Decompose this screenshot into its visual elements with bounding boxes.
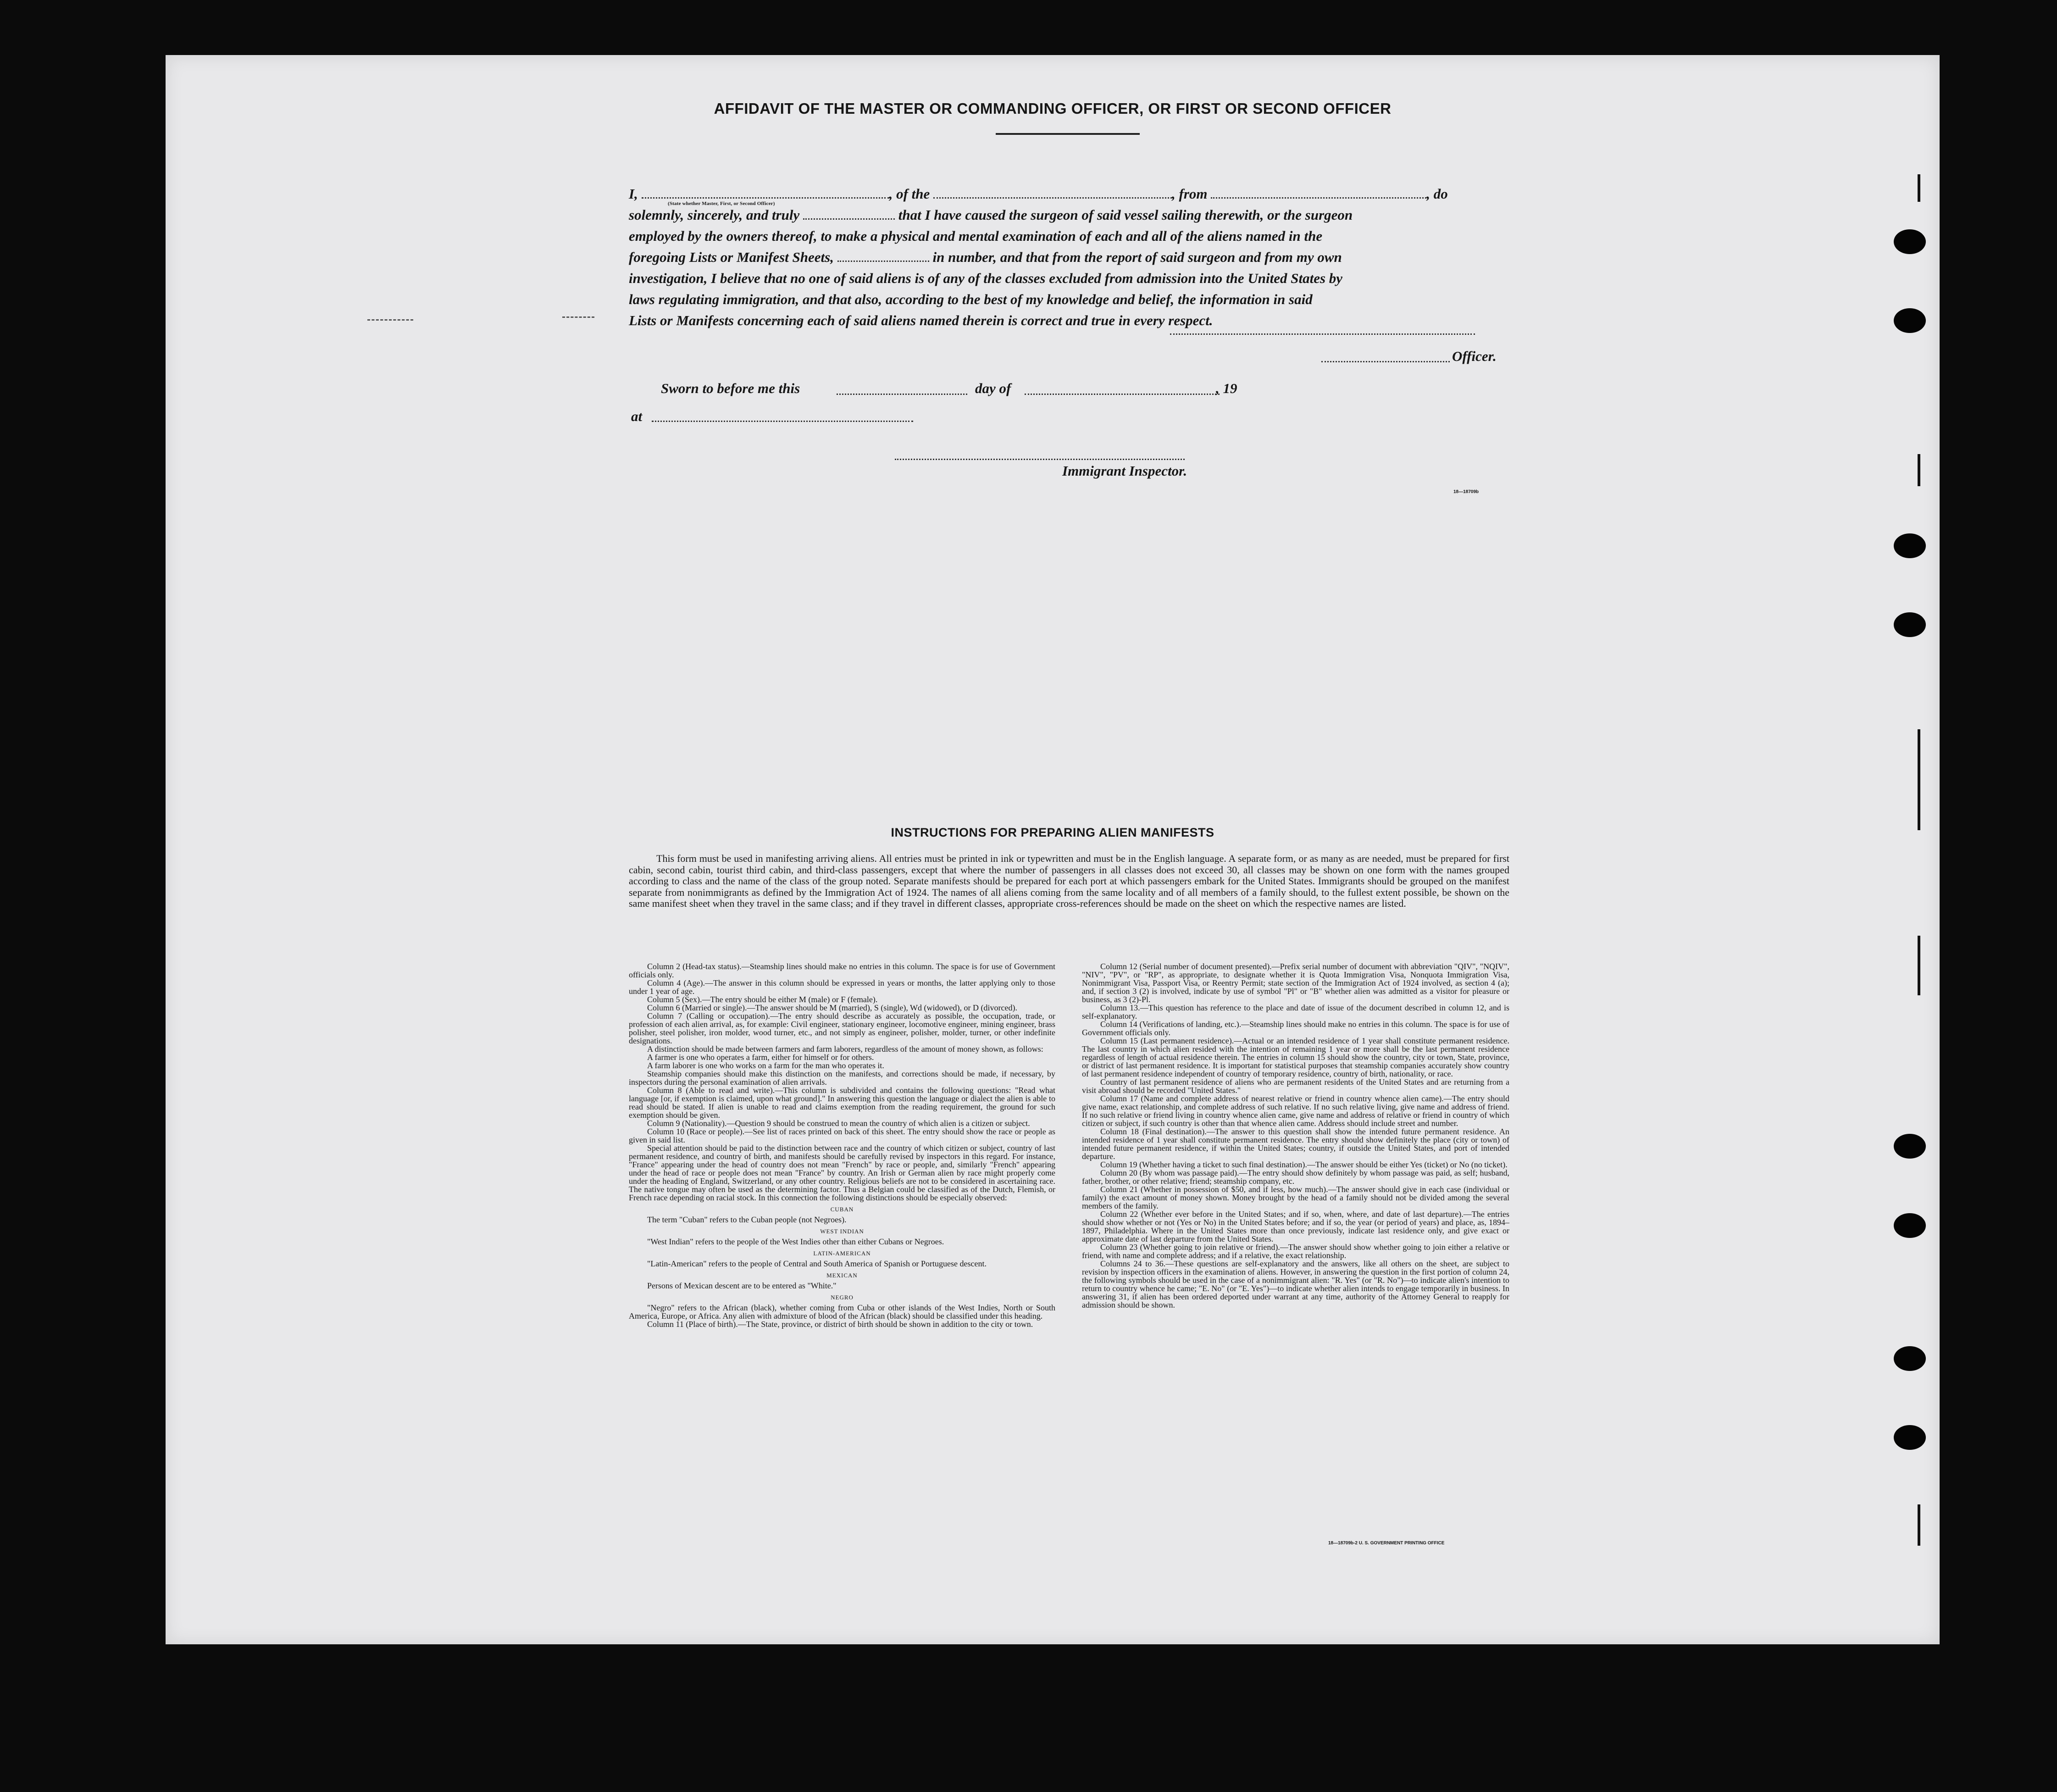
printing-office-footer: 18—18709b-2 U. S. GOVERNMENT PRINTING OFFICE [1328,1541,1445,1546]
instructions-left-column [629,962,1055,1328]
left-paragraph: Special attention should be paid to the distinction between race and the country of which citizen or subject, country of last permanent residence, and country of birth, and manifests should be carefully revised by inspectors in this regard. For instance, "France" appearing under the head of country does not mean "French" by race or people, and, similarly "French" appearing under the head of race or people does not mean "France" by country. An Irish or German alien by race might properly come under the heading of England, Switzerland, or any other country. Religious beliefs are not to be considered in ascertaining race. The native tongue may often be used as the determining factor. Thus a Belgian could be classified as of the Dutch, Flemish, or French race depending on racial stock. In this connection the following distinctions should be especially observed: [629,1143,1055,1202]
right-paragraph: Column 23 (Whether going to join relative or friend).—The answer should show whether going to join either a relative or friend, with name and complete address; and if a relative, the exact relationship. [1082,1243,1509,1260]
at-label: at [631,408,643,424]
affidavit-line-2 [629,205,1509,226]
left-paragraph: A farm laborer is one who works on a farm for the man who operates it. [647,1061,884,1070]
right-paragraph: Column 14 (Verifications of landing, etc.).—Steamship lines should make no entries in this column. The space is for use of Government officials only. [1082,1020,1509,1037]
officer-label: Officer. [1452,348,1497,364]
right-paragraph: Column 20 (By whom was passage paid).—The entry should show definitely by whom passage was paid, as self; husband, father, brother, or other relative; friend; steamship company, etc. [1082,1168,1509,1186]
oath-field[interactable] [803,216,895,220]
day-of-label: day of [975,380,1011,396]
right-paragraph: Column 13.—This question has reference to the place and date of issue of the document described in column 12, and is self-explanatory. [1082,1003,1509,1021]
year-label: , 19 [1216,380,1237,396]
rank-field[interactable] [642,195,889,199]
binder-hole-icon [1894,308,1926,333]
affidavit-title: AFFIDAVIT OF THE MASTER OR COMMANDING OFFICER, OR FIRST OR SECOND OFFICER [714,100,1392,117]
latin-american-text: "Latin-American" refers to the people of Central and South America of Spanish or Portuguese descent. [647,1259,987,1268]
line2-start: solemnly, sincerely, and truly [629,207,800,223]
cuban-heading: CUBAN [830,1206,854,1213]
edge-mark [1918,936,1920,995]
line4-end: in number, and that from the report of said surgeon and from my own [932,249,1342,265]
affidavit-line-3: employed by the owners thereof, to make a physical and mental examination of each and all of the aliens named in the [629,228,1323,244]
do-label: , do [1426,186,1448,202]
rank-caption: (State whether Master, First, or Second Officer) [668,201,775,206]
negro-text: "Negro" refers to the African (black), whether coming from Cuba or other islands of the West Indies, North or South America, Europe, or Africa. Any alien with admixture of blood of the African (black) should be classified under this heading. [629,1303,1055,1320]
line2-end: that I have caused the surgeon of said vessel sailing therewith, or the surgeon [898,207,1353,223]
instructions-right-column [1082,962,1509,1309]
officer-line[interactable] [1321,361,1450,362]
signature-line[interactable] [1170,333,1475,335]
affidavit-line-4 [629,247,1509,268]
right-paragraph: Columns 24 to 36.—These questions are self-explanatory and the answers, like all others on the sheet, are subject to revision by inspection officers in the examination of aliens. However, in answering the question in the first portion of column 24, the following symbols should be used in the case of a nonimmigrant alien: "R. Yes" (or "R. No")—to indicate alien's intention to return to country whence he came; "E. No" (or "E. Yes")—to indicate whether alien intends to engage temporarily in business. In answering 31, if alien has been ordered deported under warrant at any time, authority of the Attorney General to reapply for admission should be shown. [1082,1259,1509,1309]
instructions-intro: This form must be used in manifesting arriving aliens. All entries must be printed in ink or typewritten and must be in the English language. A separate form, or as many as are needed, must be prepared for first cabin, second cabin, tourist third cabin, and third-class passengers, except that where the number of passengers in all classes does not exceed 30, all classes may be shown on one form with the names grouped according to class and the name of the class of the group noted. Separate manifests should be prepared for each port at which passengers embark for the United States. Immigrants should be grouped on the manifest separate from nonimmigrants as defined by the Immigration Act of 1924. The names of all aliens coming from the same locality and of all members of a family should, to the fullest extent possible, be shown on the same manifest sheet when they travel in the same class; and if they travel in different classes, appropriate cross-references should be made on the sheet on which the respective names are listed. [629,853,1509,909]
binder-hole-icon [1894,1213,1926,1238]
at-field[interactable] [652,421,913,422]
left-paragraph: Steamship companies should make this distinction on the manifests, and corrections should be made, if necessary, by inspectors during the personal examination of alien arrivals. [629,1069,1055,1087]
mexican-heading: MEXICAN [826,1272,858,1279]
left-paragraph: Column 8 (Able to read and write).—This column is subdivided and contains the following questions: "Read what language [or, if exemption is claimed, upon what ground]." In answering this question the language or dialect the alien is able to read should be stated. If alien is unable to read and claims exemption from the reading requirement, the ground for such exemption should be given. [629,1086,1055,1120]
right-paragraph: Country of last permanent residence of aliens who are permanent residents of the United States and are returning from a visit abroad should be recorded "United States." [1082,1077,1509,1095]
right-paragraph: Column 17 (Name and complete address of nearest relative or friend in country whence alien came).—The entry should give name, exact relationship, and complete address of such relative. If no such relative living, give name and address of friend. If no such relative or friend living in country whence alien came, give name and address of relative or friend in country of which citizen or subject, if such country is other than that whence alien came. Address should include street and number. [1082,1094,1509,1128]
right-paragraph: Column 22 (Whether ever before in the United States; and if so, when, where, and date of last departure).—The entries should show whether or not (Yes or No) in the United States before; and if so, the year (or period of years) and place, as, 1894–1897, Philadelphia. Where in the United States more than once previously, indicate last residence only, and give exact or approximate date of last departure from the United States. [1082,1209,1509,1243]
west-indian-text: "West Indian" refers to the people of the West Indies other than either Cubans or Negroes. [647,1237,944,1246]
affidavit-line-7: Lists or Manifests concerning each of said aliens named therein is correct and true in every respect. [629,312,1213,328]
manifest-sheet [166,55,1940,1644]
title-rule [996,133,1140,135]
right-paragraph: Column 18 (Final destination).—The answer to this question shall show the intended future permanent residence. An intended residence of 1 year shall constitute permanent residence. The entry should show definitely the place (city or town) of intended future permanent residence, if within the United States; country, if outside the United States, and port of intended departure. [1082,1127,1509,1161]
sworn-label: Sworn to before me this [661,380,800,396]
left-paragraph: A distinction should be made between farmers and farm laborers, regardless of the amount of money shown, as follows: [647,1044,1043,1054]
instructions-title: INSTRUCTIONS FOR PREPARING ALIEN MANIFESTS [891,826,1214,839]
inspector-line[interactable] [895,459,1185,460]
edge-mark [1918,454,1920,486]
edge-mark [1918,729,1920,830]
edge-mark [1918,1504,1920,1546]
margin-mark [367,319,413,321]
margin-mark [764,320,801,322]
of-the-label: , of the [889,186,930,202]
vessel-field[interactable] [933,195,1172,199]
latin-american-heading: LATIN-AMERICAN [813,1250,871,1257]
left-paragraph: Column 6 (Married or single).—The answer should be M (married), S (single), Wd (widowed), or D (divorced). [647,1003,1017,1012]
left-paragraph: Column 9 (Nationality).—Question 9 should be construed to mean the country of which alien is a citizen or subject. [647,1119,1030,1128]
left-paragraph: A farmer is one who operates a farm, either for himself or for others. [647,1053,874,1062]
margin-mark [562,316,594,318]
line4-start: foregoing Lists or Manifest Sheets, [629,249,834,265]
inspector-label: Immigrant Inspector. [1062,463,1187,479]
west-indian-heading: WEST INDIAN [820,1228,864,1235]
sworn-day-field[interactable] [837,394,967,395]
left-paragraph: Column 5 (Sex).—The entry should be either M (male) or F (female). [647,995,878,1004]
right-paragraph: Column 15 (Last permanent residence).—Actual or an intended residence of 1 year shall constitute permanent residence. The last country in which alien resided with the intention of remaining 1 year or more shall be the last permanent residence regardless of length of actual residence therein. The entries in column 15 should show the country, city or town, State, province, or district of last permanent residence. It is important for statistical purposes that steamship companies accurately show country of last permanent residence independent of country of temporary residence, country of birth, nationality, or race. [1082,1036,1509,1078]
binder-hole-icon [1894,612,1926,637]
i-label: I, [629,186,638,202]
right-paragraph: Column 19 (Whether having a ticket to such final destination).—The answer should be either Yes (ticket) or No (no ticket). [1100,1160,1508,1169]
left-paragraph: Column 7 (Calling or occupation).—The entry should describe as accurately as possible, the occupation, trade, or profession of each alien arrival, as, for example: Civil engineer, stationary engineer, locomotive engineer, mining engineer, brass polisher, steel polisher, iron molder, wood turner, etc., and not simply as engineer, polisher, molder, turner, or other indefinite designations. [629,1011,1055,1045]
from-label: , from [1172,186,1208,202]
edge-mark [1918,174,1920,202]
left-paragraph: Column 2 (Head-tax status).—Steamship lines should make no entries in this column. The space is for use of Government officials only. [629,962,1055,979]
mexican-text: Persons of Mexican descent are to be entered as "White." [647,1281,837,1290]
port-field[interactable] [1211,195,1426,199]
affidavit-line-5: investigation, I believe that no one of said aliens is of any of the classes excluded from admission into the United States by [629,270,1343,286]
affidavit-line-6: laws regulating immigration, and that also, according to the best of my knowledge and belief, the information in said [629,291,1313,307]
number-field[interactable] [837,259,929,262]
left-paragraph: Column 10 (Race or people).—See list of races printed on back of this sheet. The entry should show the race or people as given in said list. [629,1127,1055,1144]
binder-hole-icon [1894,1425,1926,1450]
binder-hole-icon [1894,229,1926,254]
right-paragraph: Column 21 (Whether in possession of $50, and if less, how much).—The answer should give in each case (individual or family) the exact amount of money shown. Money brought by the head of a family should not be divided among the several members of the family. [1082,1185,1509,1210]
negro-heading: NEGRO [831,1294,854,1301]
right-paragraph: Column 12 (Serial number of document presented).—Prefix serial number of document with abbreviation "QIV", "NQIV", "NIV", "PV", or "RP", as appropriate, to designate whether it is Quota Immigration Visa, Nonquota Immigration Visa, Nonimmigrant Visa, Passport Visa, or Reentry Permit; state section of the Immigration Act of 1924 involved, as section 4 (a); and, if section 3 (2) is involved, indicate by use of symbol "Pl" or "B" whether alien was admitted as a visitor for pleasure or business, as 3 (2)-Pl. [1082,962,1509,1004]
binder-hole-icon [1894,1134,1926,1159]
form-code: 18—18709b [1453,489,1479,494]
binder-hole-icon [1894,1346,1926,1371]
sworn-month-field[interactable] [1025,394,1220,395]
column-11-text: Column 11 (Place of birth).—The State, province, or district of birth should be shown in addition to the city or town. [647,1320,1033,1329]
binder-hole-icon [1894,533,1926,558]
left-paragraph: Column 4 (Age).—The answer in this column should be expressed in years or months, the latter applying only to those under 1 year of age. [629,978,1055,996]
cuban-text: The term "Cuban" refers to the Cuban people (not Negroes). [647,1215,847,1224]
